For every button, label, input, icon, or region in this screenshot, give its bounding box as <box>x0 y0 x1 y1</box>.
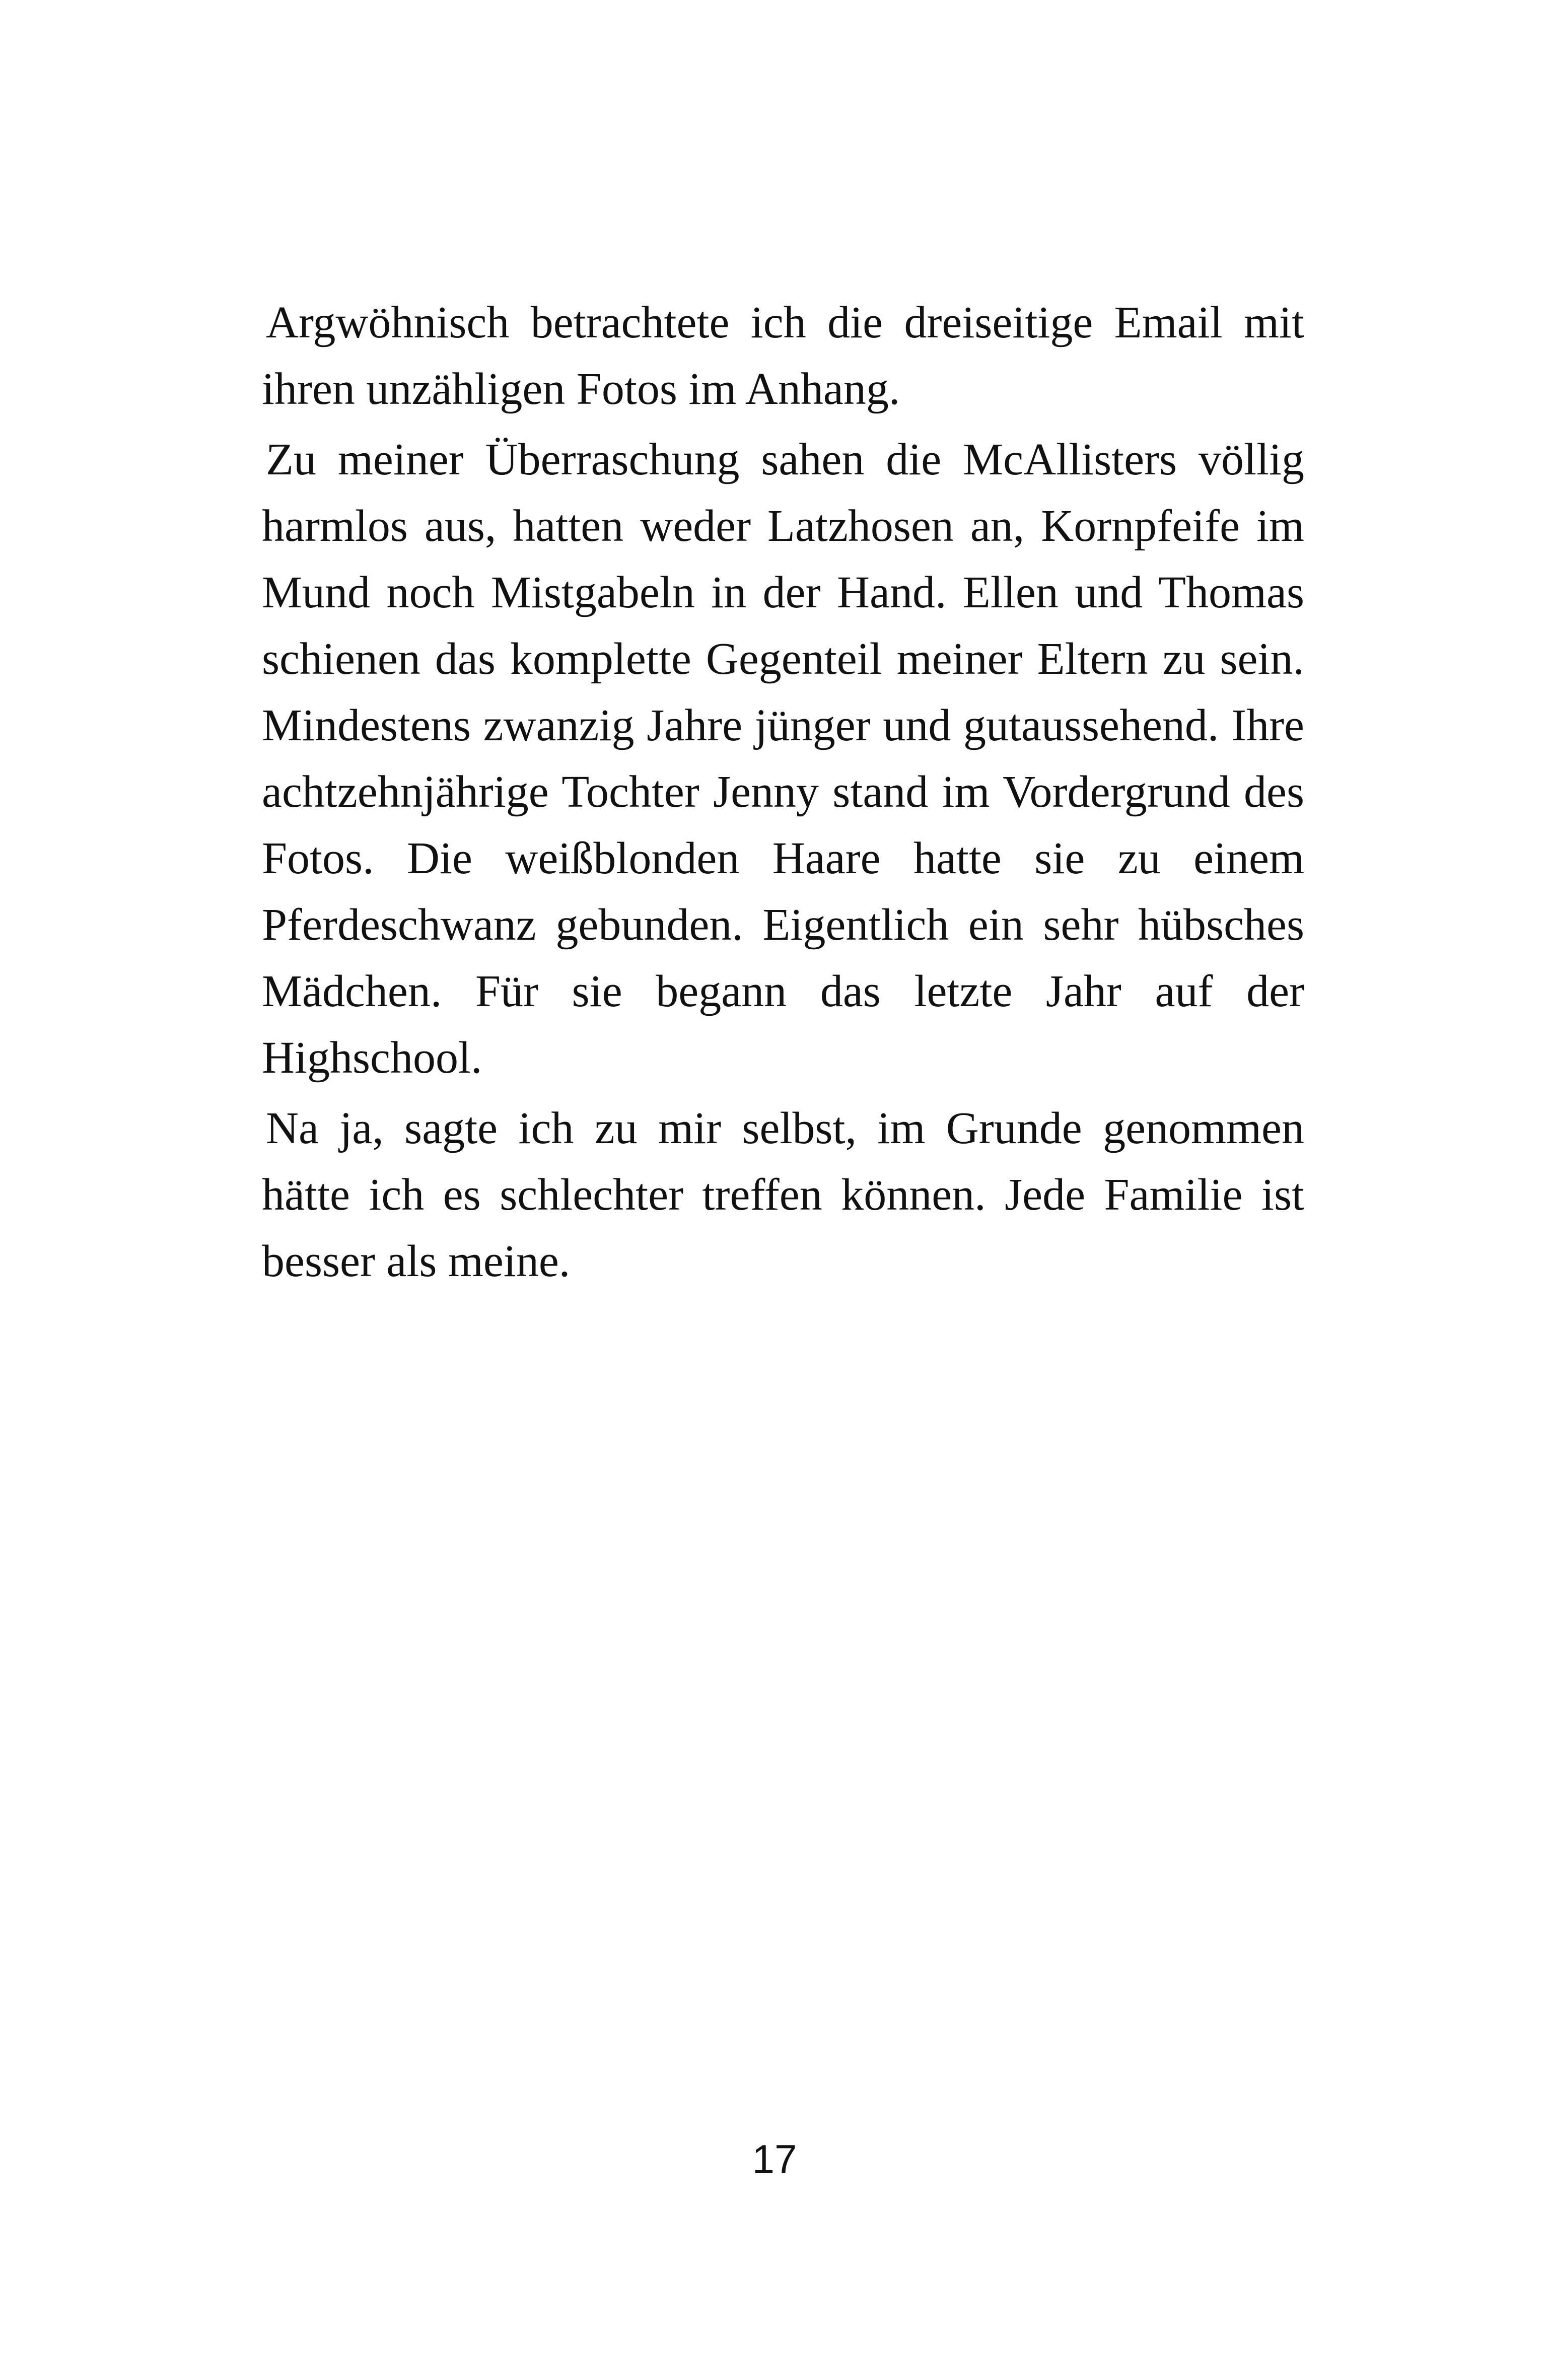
paragraph-3: Na ja, sagte ich zu mir selbst, im Grunde genommen hätte ich es schlechter treffen können. Jede Familie ist besser als meine. <box>262 1103 1304 1286</box>
page-number: 17 <box>752 2137 797 2182</box>
paragraph-2: Zu meiner Überraschung sahen die McAllisters völlig harmlos aus, hatten weder Latzhosen an, Kornpfeife im Mund noch Mistgabeln in der Hand. Ellen und Thomas schienen das komplette Gegenteil meiner Eltern zu sein. Mindestens zwanzig Jahre jünger und gutaussehend. Ihre achtzehnjährige Tochter Jenny stand im Vordergrund des Fotos. Die weißblonden Haare hatte sie zu einem Pferdeschwanz gebunden. Eigentlich ein sehr hübsches Mädchen. Für sie begann das letzte Jahr auf der Highschool. <box>262 435 1304 1083</box>
body-text <box>262 290 1304 1299</box>
paragraph-1: Argwöhnisch betrachtete ich die dreiseitige Email mit ihren unzähligen Fotos im Anhang. <box>262 298 1304 414</box>
